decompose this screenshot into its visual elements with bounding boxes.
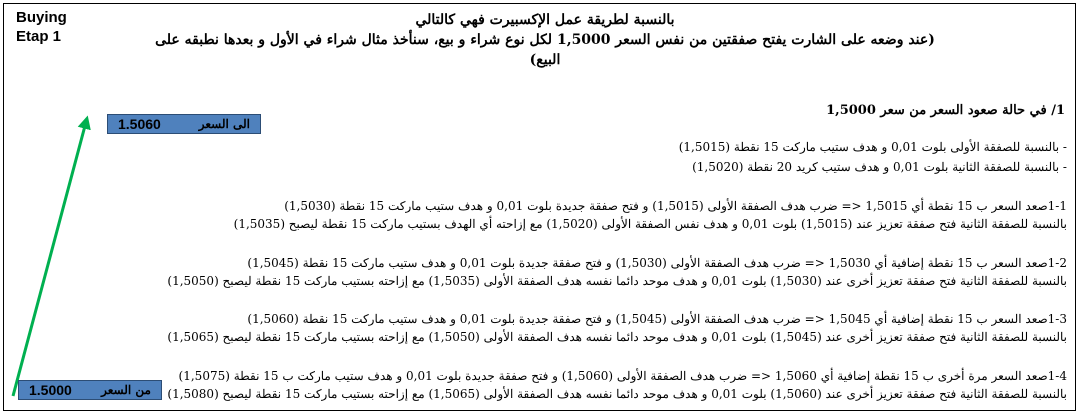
start-price-value: 1.5000 xyxy=(29,382,72,398)
section-title: 1/ في حالة صعود السعر من سعر 1,5000 xyxy=(826,103,1065,118)
step-4-line-1: 1-4صعد السعر مرة أخرى ب 15 نقطة إضافية أي 1,5060 <= ضرب هدف الصفقة الأولى (1,5060) و فتح صفقة جديدة بلوت 0,01 و هدف ستيب ماركت ب 15 نقطة (1,5075) xyxy=(178,369,1067,383)
step-3-line-2: بالنسبة للصفقة الثانية فتح صفقة تعزيز أخرى عند (1,5045) بلوت 0,01 و هدف موحد دائما نفسه هدف الصفقة الأولى (1,5050) مع إزاحته بستيب ماركت 15 نقطة ليصبح (1,5065) xyxy=(167,330,1067,344)
title-line-2: (عند وضعه على الشارت يفتح صفقتين من نفس السعر 1,5000 لكل نوع شراء و بيع، سنأخذ مثال شراء في الأول و بعدها نطبقه على البيع) xyxy=(155,32,935,68)
corner-line-2: Etap 1 xyxy=(16,28,62,45)
target-price-value: 1.5060 xyxy=(118,116,161,132)
step-1-line-2: بالنسبة للصفقة الثانية فتح صفقة تعزيز عند (1,5015) بلوت 0,01 و هدف نفس الصفقة الأولى (1,5020) مع إزاحته أي الهدف بستيب ماركت 15 نقطة ليصبح (1,5035) xyxy=(233,217,1067,231)
step-2-line-2: بالنسبة للصفقة الثانية فتح صفقة تعزيز أخرى عند (1,5030) بلوت 0,01 و هدف موحد دائما نفسه هدف الصفقة الأولى (1,5035) مع إزاحته بستيب ماركت 15 نقطة ليصبح (1,5050) xyxy=(167,274,1067,288)
intro-line-1: - بالنسبة للصفقة الأولى بلوت 0,01 و هدف ستيب ماركت 15 نقطة (1,5015) xyxy=(678,140,1067,154)
start-price-label: من السعر xyxy=(101,383,151,397)
step-3-line-1: 1-3صعد السعر ب 15 نقطة إضافية أي 1,5045 <= ضرب هدف الصفقة الأولى (1,5045) و فتح صفقة جديدة بلوت 0,01 و هدف ستيب ماركت 15 نقطة (1,5060) xyxy=(247,312,1067,326)
target-price-label: الى السعر xyxy=(198,117,250,131)
step-1-line-1: 1-1صعد السعر ب 15 نقطة أي 1,5015 <= ضرب هدف الصفقة الأولى (1,5015) و فتح صفقة جديدة بلوت 0,01 و هدف ستيب ماركت 15 نقطة (1,5030) xyxy=(284,199,1067,213)
step-2-line-1: 1-2صعد السعر ب 15 نقطة إضافية أي 1,5030 <= ضرب هدف الصفقة الأولى (1,5030) و فتح صفقة جديدة بلوت 0,01 و هدف ستيب ماركت 15 نقطة (1,5045) xyxy=(247,256,1067,270)
title-line-1: بالنسبة لطريقة عمل الإكسبيرت فهي كالتالي xyxy=(415,12,675,28)
corner-line-1: Buying xyxy=(16,9,67,26)
step-4-line-2: بالنسبة للصفقة الثانية فتح صفقة تعزيز أخرى عند (1,5060) بلوت 0,01 و هدف موحد دائما نفسه هدف الصفقة الأولى (1,5065) مع إزاحته بستيب ماركت 15 نقطة ليصبح (1,5080) xyxy=(167,387,1067,401)
intro-line-2: - بالنسبة للصفقة الثانية بلوت 0,01 و هدف ستيب كريد 20 نقطة (1,5020) xyxy=(692,160,1067,174)
start-price-box xyxy=(18,380,162,400)
target-price-box xyxy=(107,114,261,134)
